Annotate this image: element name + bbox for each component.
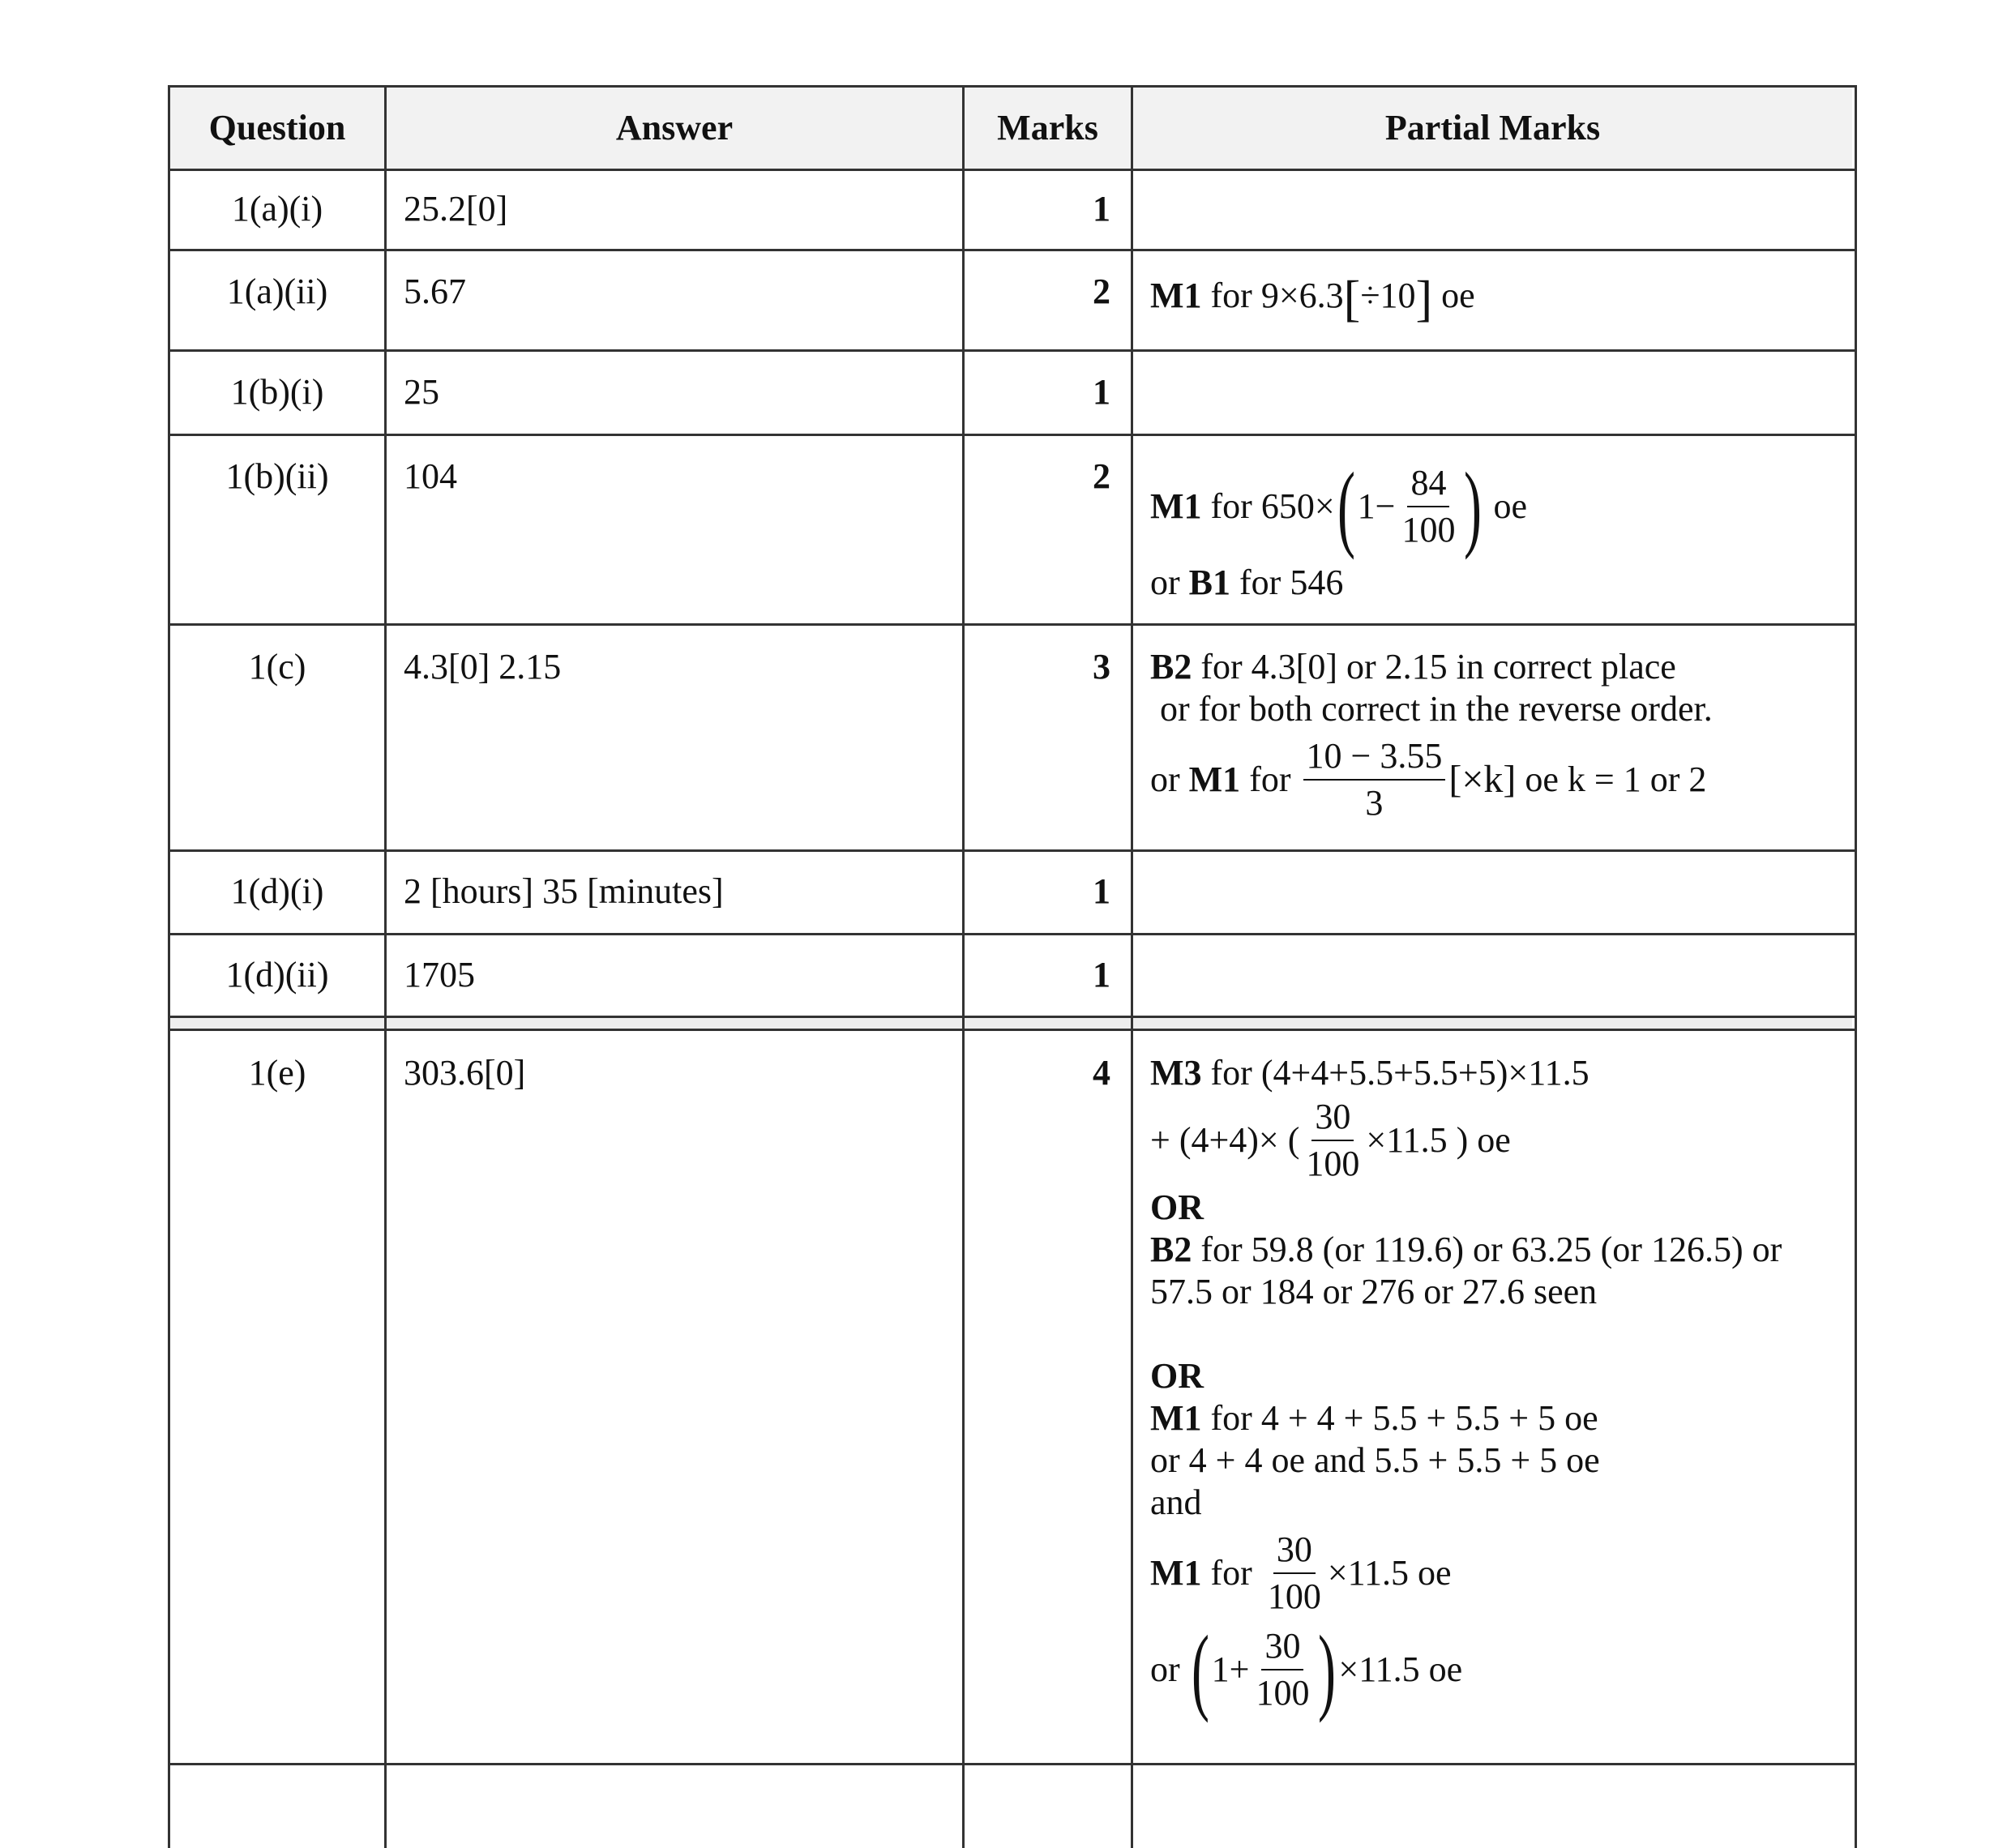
question-cell: 1(e) <box>248 1053 306 1093</box>
text: oe <box>1441 276 1475 316</box>
numerator: 84 <box>1407 460 1449 507</box>
row-divider <box>168 623 1855 626</box>
math-expression: 1+ <box>1211 1649 1250 1689</box>
row-divider <box>168 85 1855 88</box>
mark-code: M1 <box>1150 276 1202 316</box>
row-divider <box>168 434 1855 436</box>
text: for <box>1210 276 1252 316</box>
text: ×11.5 ) oe <box>1366 1120 1511 1160</box>
row-divider <box>168 249 1855 251</box>
answer-cell: 303.6[0] <box>404 1053 526 1093</box>
text: or <box>1150 1649 1180 1689</box>
text: or <box>1150 759 1180 799</box>
text: and <box>1150 1482 1202 1522</box>
answer-cell: 5.67 <box>404 272 466 311</box>
numerator: 10 − 3.55 <box>1303 734 1446 781</box>
mark-code: B1 <box>1188 563 1231 602</box>
question-cell: 1(d)(ii) <box>225 955 329 995</box>
text: + (4+4)× ( <box>1150 1120 1300 1160</box>
numerator: 30 <box>1273 1527 1316 1574</box>
bracket: ] <box>1415 272 1433 327</box>
marks-cell: 2 <box>1093 272 1110 311</box>
text: for <box>1210 486 1252 526</box>
row-divider <box>168 169 1855 171</box>
text: or <box>1150 563 1180 602</box>
mark-code: B2 <box>1150 647 1192 687</box>
denominator: 100 <box>1401 510 1456 550</box>
mark-code: M3 <box>1150 1053 1202 1093</box>
denominator: 100 <box>1267 1576 1321 1616</box>
answer-cell: 104 <box>404 456 457 496</box>
text: or for both correct in the reverse order. <box>1160 689 1713 729</box>
row-divider <box>168 1763 1855 1765</box>
text: ×11.5 oe <box>1338 1649 1463 1689</box>
text: oe <box>1493 486 1527 526</box>
question-cell: 1(a)(i) <box>231 189 323 229</box>
marks-cell: 1 <box>1093 955 1110 995</box>
numerator: 30 <box>1311 1094 1354 1141</box>
or-label: OR <box>1150 1187 1204 1227</box>
marks-cell: 1 <box>1093 189 1110 229</box>
text: for 4.3[0] or 2.15 in correct place <box>1200 647 1676 687</box>
text: for 59.8 (or 119.6) or 63.25 (or 126.5) or <box>1200 1230 1782 1269</box>
math-expression: [×k] <box>1448 758 1517 801</box>
bracket: [ <box>1343 272 1361 327</box>
marks-cell: 1 <box>1093 871 1110 911</box>
denominator: 3 <box>1365 783 1384 823</box>
text: for (4+4+5.5+5.5+5)×11.5 <box>1210 1053 1590 1093</box>
partial-marks-cell <box>1150 272 1475 327</box>
numerator: 30 <box>1261 1623 1303 1670</box>
math-expression: ÷10 <box>1360 276 1416 316</box>
mark-code: M1 <box>1188 759 1241 799</box>
parenthesis: ) <box>1464 452 1483 560</box>
fraction <box>1252 1623 1312 1716</box>
row-divider <box>168 933 1855 935</box>
mark-code: M1 <box>1150 1398 1202 1438</box>
fraction <box>1398 460 1458 553</box>
text: 57.5 or 184 or 276 or 27.6 seen <box>1150 1272 1598 1311</box>
parenthesis: ) <box>1318 1615 1337 1723</box>
text: oe k = 1 or 2 <box>1525 759 1707 799</box>
answer-cell: 25.2[0] <box>404 189 508 229</box>
math-expression: 650× <box>1260 486 1335 526</box>
math-expression: 9×6.3 <box>1260 276 1344 316</box>
denominator: 100 <box>1306 1144 1360 1183</box>
partial-marks-cell <box>1150 1052 1782 1723</box>
answer-cell: 25 <box>404 372 439 412</box>
partial-marks-cell <box>1150 646 1713 826</box>
row-divider <box>168 1016 1855 1018</box>
mark-code: M1 <box>1150 1553 1202 1593</box>
text: or 4 + 4 oe and 5.5 + 5.5 + 5 oe <box>1150 1440 1600 1480</box>
row-divider <box>168 1029 1855 1031</box>
answer-cell: 4.3[0] 2.15 <box>404 647 562 687</box>
marks-cell: 4 <box>1093 1053 1110 1093</box>
header-answer: Answer <box>615 108 734 148</box>
partial-marks-cell <box>1150 452 1527 604</box>
text: ×11.5 oe <box>1327 1553 1452 1593</box>
or-label: OR <box>1150 1356 1204 1396</box>
text: for 4 + 4 + 5.5 + 5.5 + 5 oe <box>1210 1398 1598 1438</box>
parenthesis: ( <box>1191 1615 1209 1723</box>
text: for <box>1210 1553 1252 1593</box>
header-marks: Marks <box>997 108 1098 148</box>
fraction <box>1303 734 1446 826</box>
row-divider <box>168 849 1855 852</box>
parenthesis: ( <box>1337 452 1355 560</box>
marks-cell: 3 <box>1093 647 1110 687</box>
row-divider <box>168 349 1855 352</box>
header-partial-marks: Partial Marks <box>1384 108 1601 148</box>
marks-cell: 1 <box>1093 372 1110 412</box>
mark-code: M1 <box>1150 486 1202 526</box>
question-cell: 1(c) <box>248 647 306 687</box>
question-cell: 1(b)(ii) <box>225 456 329 496</box>
mark-code: B2 <box>1150 1230 1192 1269</box>
header-question: Question <box>208 108 346 148</box>
marks-cell: 2 <box>1093 456 1110 496</box>
question-cell: 1(a)(ii) <box>226 272 328 311</box>
denominator: 100 <box>1256 1673 1310 1713</box>
fraction <box>1264 1527 1324 1619</box>
question-cell: 1(b)(i) <box>230 372 324 412</box>
text: for 546 <box>1239 563 1344 602</box>
answer-cell: 1705 <box>404 955 475 995</box>
fraction <box>1303 1094 1363 1187</box>
math-expression: 1− <box>1357 486 1396 526</box>
answer-cell: 2 [hours] 35 [minutes] <box>404 871 724 911</box>
text: for <box>1249 759 1291 799</box>
question-cell: 1(d)(i) <box>230 871 324 911</box>
